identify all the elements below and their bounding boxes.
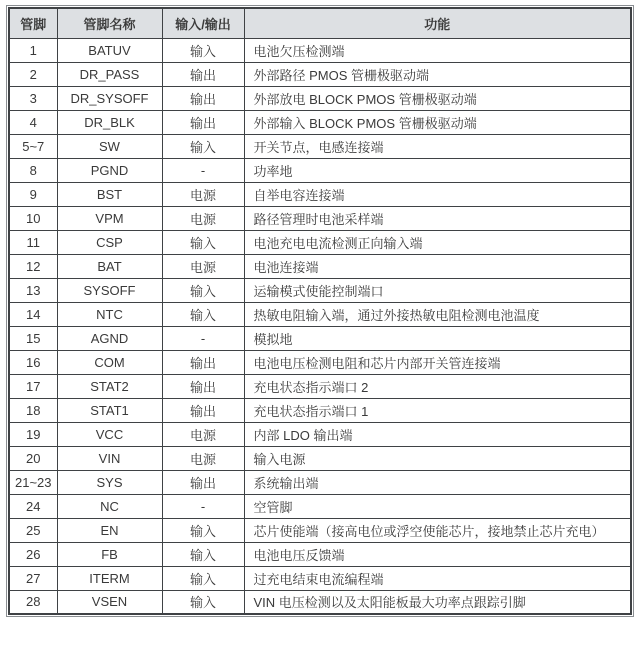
table-row <box>9 518 631 542</box>
function-cell: 内部 LDO 输出端 <box>244 422 631 446</box>
table-header <box>9 8 631 38</box>
io-type-cell: 输出 <box>162 374 244 398</box>
pin-name-cell: EN <box>57 518 162 542</box>
pin-name-cell: AGND <box>57 326 162 350</box>
io-type-cell: 电源 <box>162 206 244 230</box>
io-type-cell: 电源 <box>162 254 244 278</box>
pin-name-cell: VCC <box>57 422 162 446</box>
pin-number-cell: 25 <box>9 518 57 542</box>
pin-name-cell: DR_BLK <box>57 110 162 134</box>
table-row <box>9 350 631 374</box>
header-input-output: 输入/输出 <box>162 8 244 38</box>
function-cell: 外部放电 BLOCK PMOS 管栅极驱动端 <box>244 86 631 110</box>
pin-number-cell: 27 <box>9 566 57 590</box>
pin-number-cell: 28 <box>9 590 57 614</box>
table-row <box>9 542 631 566</box>
pin-number-cell: 11 <box>9 230 57 254</box>
pin-number-cell: 21~23 <box>9 470 57 494</box>
pin-name-cell: DR_SYSOFF <box>57 86 162 110</box>
pin-number-cell: 20 <box>9 446 57 470</box>
table-row <box>9 422 631 446</box>
io-type-cell: 输入 <box>162 230 244 254</box>
header-pin-name: 管脚名称 <box>57 8 162 38</box>
function-cell: 空管脚 <box>244 494 631 518</box>
function-cell: 功率地 <box>244 158 631 182</box>
function-cell: 模拟地 <box>244 326 631 350</box>
header-function: 功能 <box>244 8 631 38</box>
table-row <box>9 590 631 614</box>
io-type-cell: 输入 <box>162 302 244 326</box>
io-type-cell: 输入 <box>162 518 244 542</box>
pin-number-cell: 19 <box>9 422 57 446</box>
io-type-cell: 输入 <box>162 134 244 158</box>
pin-number-cell: 15 <box>9 326 57 350</box>
io-type-cell: 输出 <box>162 350 244 374</box>
function-cell: VIN 电压检测以及太阳能板最大功率点跟踪引脚 <box>244 590 631 614</box>
pin-number-cell: 9 <box>9 182 57 206</box>
io-type-cell: 输出 <box>162 62 244 86</box>
pin-number-cell: 5~7 <box>9 134 57 158</box>
function-cell: 运输模式使能控制端口 <box>244 278 631 302</box>
table-row <box>9 38 631 62</box>
pin-name-cell: DR_PASS <box>57 62 162 86</box>
table-row <box>9 206 631 230</box>
pin-name-cell: CSP <box>57 230 162 254</box>
pin-name-cell: VIN <box>57 446 162 470</box>
function-cell: 电池电压检测电阻和芯片内部开关管连接端 <box>244 350 631 374</box>
function-cell: 电池连接端 <box>244 254 631 278</box>
function-cell: 芯片使能端（接高电位或浮空使能芯片，接地禁止芯片充电） <box>244 518 631 542</box>
function-cell: 充电状态指示端口 1 <box>244 398 631 422</box>
pin-name-cell: PGND <box>57 158 162 182</box>
pin-number-cell: 3 <box>9 86 57 110</box>
table-row <box>9 110 631 134</box>
io-type-cell: 输入 <box>162 542 244 566</box>
pin-number-cell: 10 <box>9 206 57 230</box>
pin-name-cell: SYS <box>57 470 162 494</box>
io-type-cell: 电源 <box>162 422 244 446</box>
pin-number-cell: 17 <box>9 374 57 398</box>
io-type-cell: 电源 <box>162 446 244 470</box>
pin-name-cell: ITERM <box>57 566 162 590</box>
function-cell: 路径管理时电池采样端 <box>244 206 631 230</box>
function-cell: 系统输出端 <box>244 470 631 494</box>
io-type-cell: 电源 <box>162 182 244 206</box>
table-row <box>9 326 631 350</box>
pin-name-cell: SYSOFF <box>57 278 162 302</box>
pin-name-cell: COM <box>57 350 162 374</box>
function-cell: 充电状态指示端口 2 <box>244 374 631 398</box>
io-type-cell: 输入 <box>162 566 244 590</box>
io-type-cell: 输出 <box>162 110 244 134</box>
table-row <box>9 182 631 206</box>
header-pin-number: 管脚 <box>9 8 57 38</box>
pin-number-cell: 16 <box>9 350 57 374</box>
io-type-cell: 输出 <box>162 398 244 422</box>
function-cell: 外部路径 PMOS 管栅极驱动端 <box>244 62 631 86</box>
pin-number-cell: 1 <box>9 38 57 62</box>
pin-number-cell: 14 <box>9 302 57 326</box>
pin-name-cell: FB <box>57 542 162 566</box>
pin-number-cell: 24 <box>9 494 57 518</box>
pin-name-cell: STAT2 <box>57 374 162 398</box>
io-type-cell: 输入 <box>162 278 244 302</box>
pin-number-cell: 4 <box>9 110 57 134</box>
io-type-cell: - <box>162 158 244 182</box>
header-row <box>9 8 631 38</box>
table-row <box>9 254 631 278</box>
table-row <box>9 446 631 470</box>
function-cell: 输入电源 <box>244 446 631 470</box>
table-row <box>9 566 631 590</box>
pin-name-cell: BAT <box>57 254 162 278</box>
table-row <box>9 86 631 110</box>
table-row <box>9 134 631 158</box>
pin-name-cell: NTC <box>57 302 162 326</box>
function-cell: 外部输入 BLOCK PMOS 管栅极驱动端 <box>244 110 631 134</box>
pin-function-table <box>8 7 632 615</box>
function-cell: 开关节点，电感连接端 <box>244 134 631 158</box>
pin-name-cell: BST <box>57 182 162 206</box>
function-cell: 过充电结束电流编程端 <box>244 566 631 590</box>
pin-name-cell: NC <box>57 494 162 518</box>
function-cell: 电池欠压检测端 <box>244 38 631 62</box>
table-row <box>9 374 631 398</box>
io-type-cell: 输出 <box>162 86 244 110</box>
io-type-cell: - <box>162 494 244 518</box>
table-body <box>9 38 631 614</box>
io-type-cell: - <box>162 326 244 350</box>
pin-name-cell: VPM <box>57 206 162 230</box>
pin-number-cell: 18 <box>9 398 57 422</box>
table-row <box>9 470 631 494</box>
table-row <box>9 158 631 182</box>
table-row <box>9 302 631 326</box>
table-row <box>9 62 631 86</box>
io-type-cell: 输入 <box>162 590 244 614</box>
pin-number-cell: 26 <box>9 542 57 566</box>
function-cell: 热敏电阻输入端，通过外接热敏电阻检测电池温度 <box>244 302 631 326</box>
io-type-cell: 输出 <box>162 470 244 494</box>
table-frame <box>6 5 634 617</box>
pin-number-cell: 2 <box>9 62 57 86</box>
function-cell: 电池充电电流检测正向输入端 <box>244 230 631 254</box>
pin-name-cell: STAT1 <box>57 398 162 422</box>
pin-number-cell: 12 <box>9 254 57 278</box>
function-cell: 电池电压反馈端 <box>244 542 631 566</box>
table-row <box>9 398 631 422</box>
pin-number-cell: 13 <box>9 278 57 302</box>
pin-number-cell: 8 <box>9 158 57 182</box>
table-row <box>9 278 631 302</box>
io-type-cell: 输入 <box>162 38 244 62</box>
pin-name-cell: VSEN <box>57 590 162 614</box>
table-row <box>9 230 631 254</box>
function-cell: 自举电容连接端 <box>244 182 631 206</box>
pin-name-cell: SW <box>57 134 162 158</box>
pin-name-cell: BATUV <box>57 38 162 62</box>
table-row <box>9 494 631 518</box>
